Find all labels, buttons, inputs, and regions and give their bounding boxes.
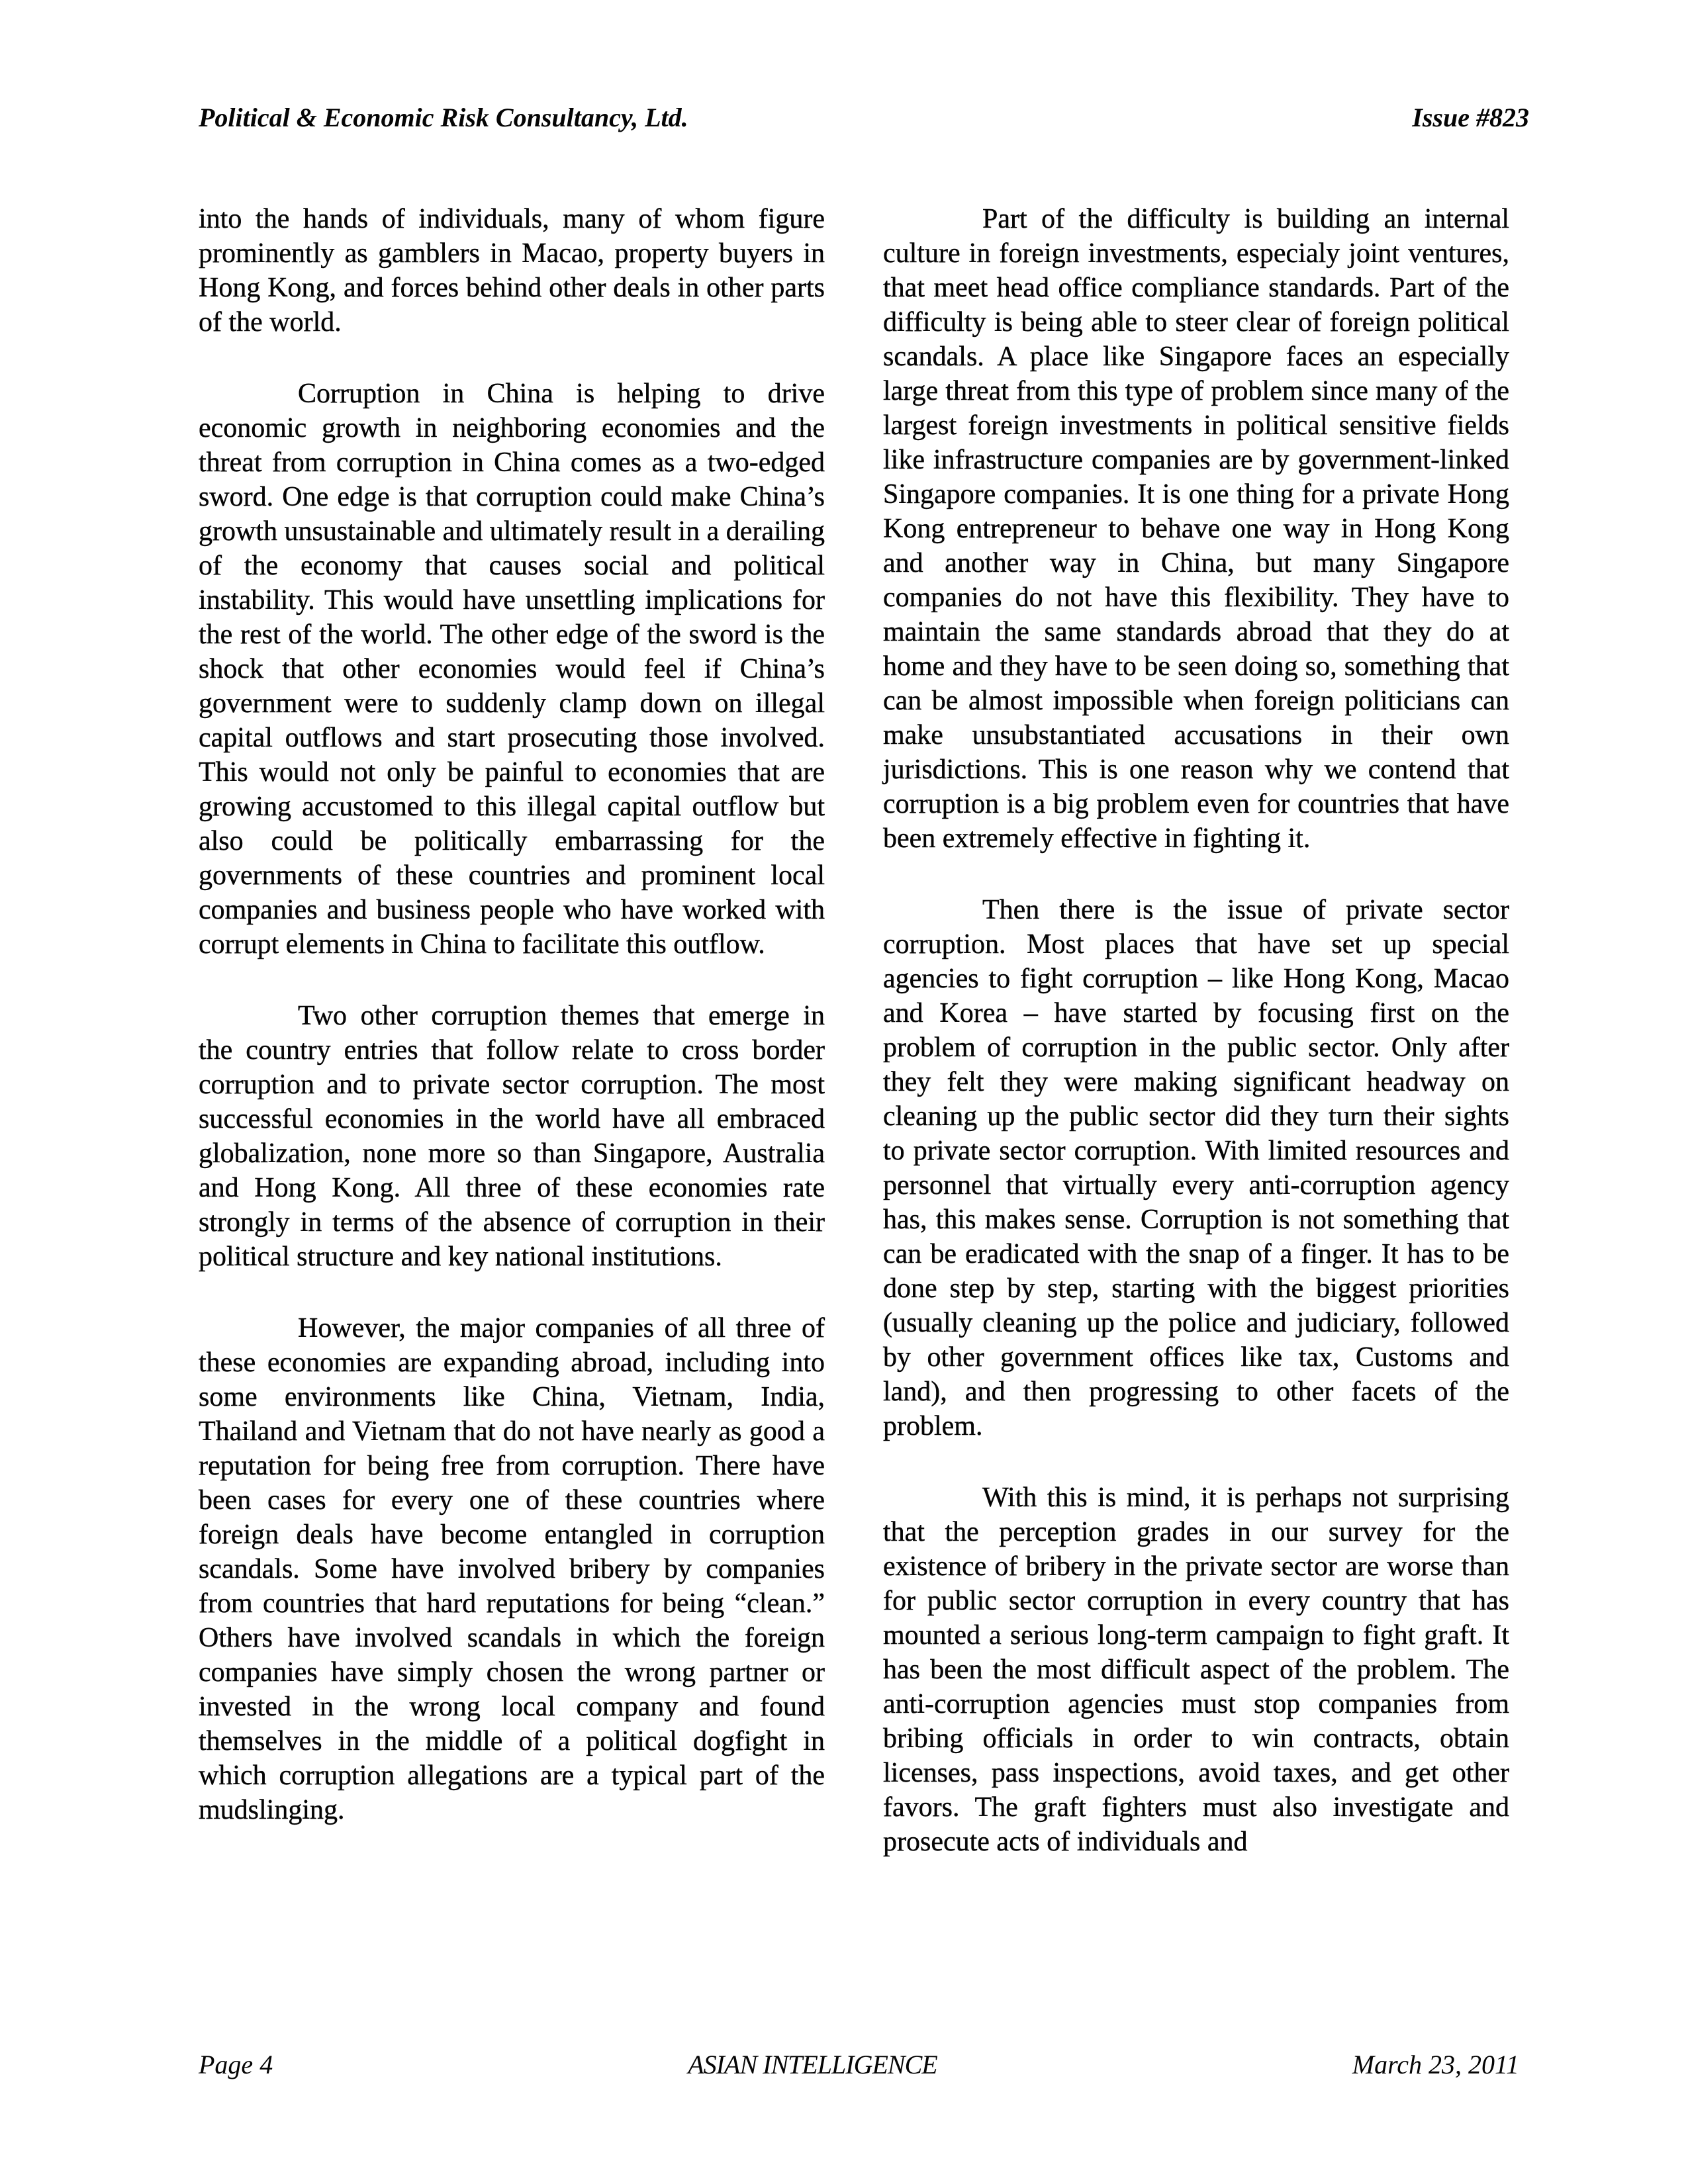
paragraph: Then there is the issue of private sector corruption. Most places that have set up special agencies to fight corruption – like Hong Kong, Macao and Korea – have started by focusing first on the problem of corruption in the public sector. Only after they felt they were making significant headway on cleaning up the public sector did they turn their sights to private sector corruption. With limited resources and personnel that virtually every anti-corruption agency has, this makes sense. Corruption is not something that can be eradicated with the snap of a finger. It has to be done step by step, starting with the biggest priorities (usually cleaning up the police and judiciary, followed by other government offices like tax, Customs and land), and then progressing to other facets of the problem. xyxy=(883,895,1509,1441)
footer-page-number: Page 4 xyxy=(199,2050,273,2079)
paragraph: Corruption in China is helping to drive economic growth in neighboring economies and the threat from corruption in China comes as a two-edged sword. One edge is that corruption could make China’s growth unsustainable and ultimately result in a derailing of the economy that causes social and political instability. This would have unsettling implications for the rest of the world. The other edge of the sword is the shock that other economies would feel if China’s government were to suddenly clamp down on illegal capital outflows and start prosecuting those involved. This would not only be painful to economies that are growing accustomed to this illegal capital outflow but also could be politically embarrassing for the governments of these countries and prominent local companies and business people who have worked with corrupt elements in China to facilitate this outflow. xyxy=(199,379,825,960)
column-right xyxy=(883,202,1509,1859)
publisher-name: Political & Economic Risk Consultancy, Ltd. xyxy=(199,103,688,132)
paragraph: Part of the difficulty is building an internal culture in foreign investments, especialy joint ventures, that meet head office compliance standards. Part of the difficulty is being able to steer clear of foreign political scandals. A place like Singapore faces an especially large threat from this type of problem since many of the largest foreign investments in political sensitive fields like infrastructure companies are by government-linked Singapore companies. It is one thing for a private Hong Kong entrepreneur to behave one way in Hong Kong and another way in China, but many Singapore companies do not have this flexibility. They have to maintain the same standards abroad that they do at home and they have to be seen doing so, something that can be almost impossible when foreign politicians can make unsubstantiated accusations in their own jurisdictions. This is one reason why we contend that corruption is a big problem even for countries that have been extremely effective in fighting it. xyxy=(883,204,1509,854)
issue-number: Issue #823 xyxy=(1412,103,1529,132)
paragraph: However, the major companies of all three of these economies are expanding abroad, including into some environments like China, Vietnam, India, Thailand and Vietnam that do not have nearly as good a reputation for being free from corruption. There have been cases for every one of these countries where foreign deals have become entangled in corruption scandals. Some have involved bribery by companies from countries that hard reputations for being “clean.” Others have involved scandals in which the foreign companies have simply chosen the wrong partner or invested in the wrong local company and found themselves in the middle of a political dogfight in which corruption allegations are a typical part of the mudslinging. xyxy=(199,1313,825,1825)
footer-date: March 23, 2011 xyxy=(1352,2050,1519,2079)
column-left xyxy=(199,202,825,1859)
paragraph: With this is mind, it is perhaps not surprising that the perception grades in our survey for the existence of bribery in the private sector are worse than for public sector corruption in every country that has mounted a serious long-term campaign to fight graft. It has been the most difficult aspect of the problem. The anti-corruption agencies must stop companies from bribing officials in order to win contracts, obtain licenses, pass inspections, avoid taxes, and get other favors. The graft fighters must also investigate and prosecute acts of individuals and xyxy=(883,1482,1509,1857)
page-header xyxy=(199,103,1529,132)
page-footer xyxy=(199,2050,1519,2079)
footer-publication-title: ASIAN INTELLIGENCE xyxy=(688,2050,937,2079)
article-body xyxy=(199,202,1509,1859)
paragraph: Two other corruption themes that emerge in the country entries that follow relate to cross border corruption and to private sector corruption. The most successful economies in the world have all embraced globalization, none more so than Singapore, Australia and Hong Kong. All three of these economies rate strongly in terms of the absence of corruption in their political structure and key national institutions. xyxy=(199,1001,825,1272)
paragraph: into the hands of individuals, many of whom figure prominently as gamblers in Macao, property buyers in Hong Kong, and forces behind other deals in other parts of the world. xyxy=(199,204,825,338)
